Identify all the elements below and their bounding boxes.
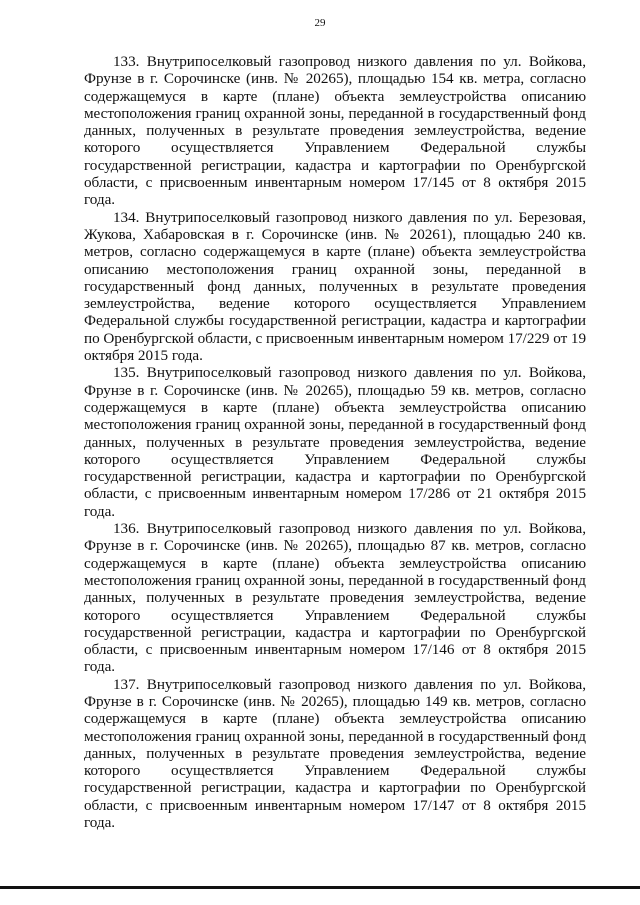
paragraph-item-137: 137. Внутрипоселковый газопровод низкого давления по ул. Войкова, Фрунзе в г. Сорочинске (инв. № 20265), площадью 149 кв. метров, согласно содержащемуся в карте (плане) объекта землеустройства описанию местоположения границ охранной зоны, переданной в государственный фонд данных, полученных в результате проведения землеустройства, ведение которого осуществляется Управлением Федеральной службы государственной регистрации, кадастра и картографии по Оренбургской области, с присвоенным инвентарным номером 17/147 от 8 октября 2015 года. [84, 675, 586, 832]
paragraph-item-133: 133. Внутрипоселковый газопровод низкого давления по ул. Войкова, Фрунзе в г. Сорочинске (инв. № 20265), площадью 154 кв. метра, согласно содержащемуся в карте (плане) объекта землеустройства описанию местоположения границ охранной зоны, переданной в государственный фонд данных, полученных в результате проведения землеустройства, ведение которого осуществляется Управлением Федеральной службы государственной регистрации, кадастра и картографии по Оренбургской области, с присвоенным инвентарным номером 17/145 от 8 октября 2015 года. [84, 53, 586, 209]
bottom-divider [0, 886, 640, 889]
page-number: 29 [314, 17, 326, 29]
document-body [84, 53, 586, 831]
paragraph-item-134: 134. Внутрипоселковый газопровод низкого давления по ул. Березовая, Жукова, Хабаровская в г. Сорочинске (инв. № 20261), площадью 240 кв. метров, согласно содержащемуся в карте (плане) объекта землеустройства описанию местоположения границ охранной зоны, переданной в государственный фонд данных, полученных в результате проведения землеустройства, ведение которого осуществляется Управлением Федеральной службы государственной регистрации, кадастра и картографии по Оренбургской области, с присвоенным инвентарным номером 17/229 от 19 октября 2015 года. [84, 208, 586, 365]
paragraph-item-135: 135. Внутрипоселковый газопровод низкого давления по ул. Войкова, Фрунзе в г. Сорочинске (инв. № 20265), площадью 59 кв. метров, согласно содержащемуся в карте (плане) объекта землеустройства описанию местоположения границ охранной зоны, переданной в государственный фонд данных, полученных в результате проведения землеустройства, ведение которого осуществляется Управлением Федеральной службы государственной регистрации, кадастра и картографии по Оренбургской области, с присвоенным инвентарным номером 17/286 от 21 октября 2015 года. [84, 364, 586, 520]
paragraph-item-136: 136. Внутрипоселковый газопровод низкого давления по ул. Войкова, Фрунзе в г. Сорочинске (инв. № 20265), площадью 87 кв. метров, согласно содержащемуся в карте (плане) объекта землеустройства описанию местоположения границ охранной зоны, переданной в государственный фонд данных, полученных в результате проведения землеустройства, ведение которого осуществляется Управлением Федеральной службы государственной регистрации, кадастра и картографии по Оренбургской области, с присвоенным инвентарным номером 17/146 от 8 октября 2015 года. [84, 520, 586, 676]
